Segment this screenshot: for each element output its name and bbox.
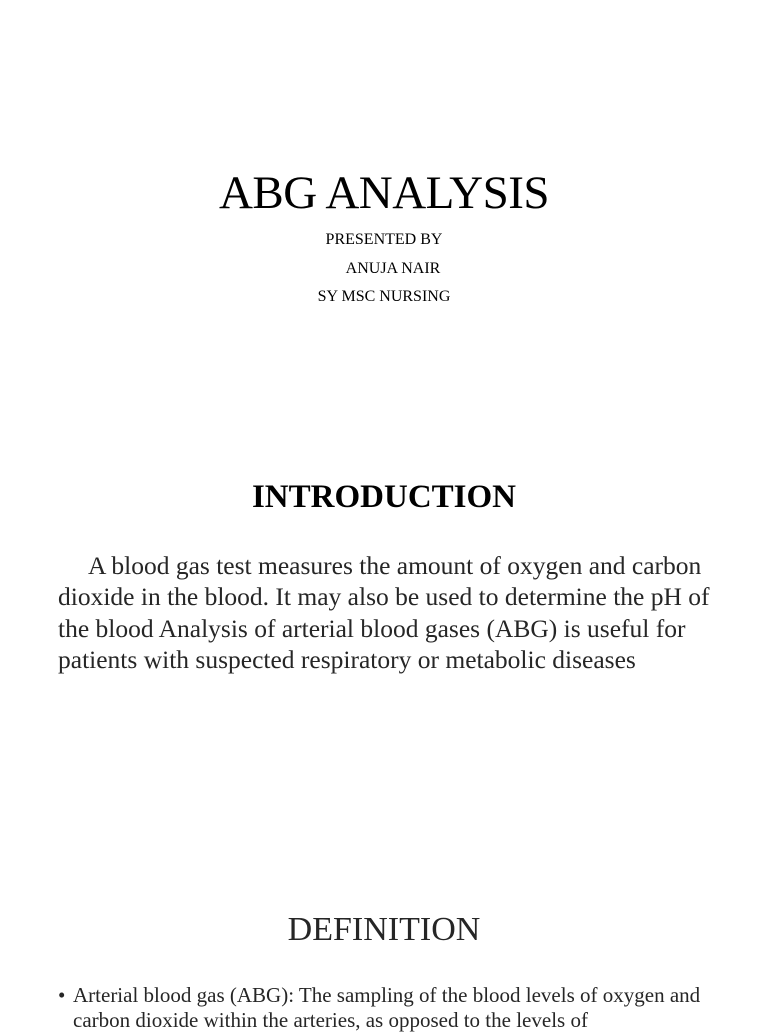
bullet-icon: • — [58, 983, 66, 1007]
introduction-body: A blood gas test measures the amount of oxygen and carbon dioxide in the blood. It may also be used to determine the pH of the blood Analysis of arterial blood gases (ABG) is useful for patients with suspected respiratory or metabolic diseases — [58, 551, 710, 674]
presentation-title: ABG ANALYSIS — [218, 167, 550, 219]
title-slide — [0, 0, 768, 384]
introduction-heading: INTRODUCTION — [251, 479, 517, 515]
course-name: SY MSC NURSING — [317, 288, 451, 305]
presented-by-label: PRESENTED BY — [325, 231, 443, 248]
author-name: ANUJA NAIR — [345, 260, 441, 277]
definition-heading: DEFINITION — [287, 911, 481, 948]
definition-bullet-list — [58, 983, 718, 1033]
definition-slide — [0, 864, 768, 1032]
introduction-slide — [0, 384, 768, 864]
bullet-text: Arterial blood gas (ABG): The sampling of the blood levels of oxygen and carbon dioxide within the arteries, as opposed to the levels of — [73, 983, 701, 1032]
list-item — [58, 983, 718, 1033]
